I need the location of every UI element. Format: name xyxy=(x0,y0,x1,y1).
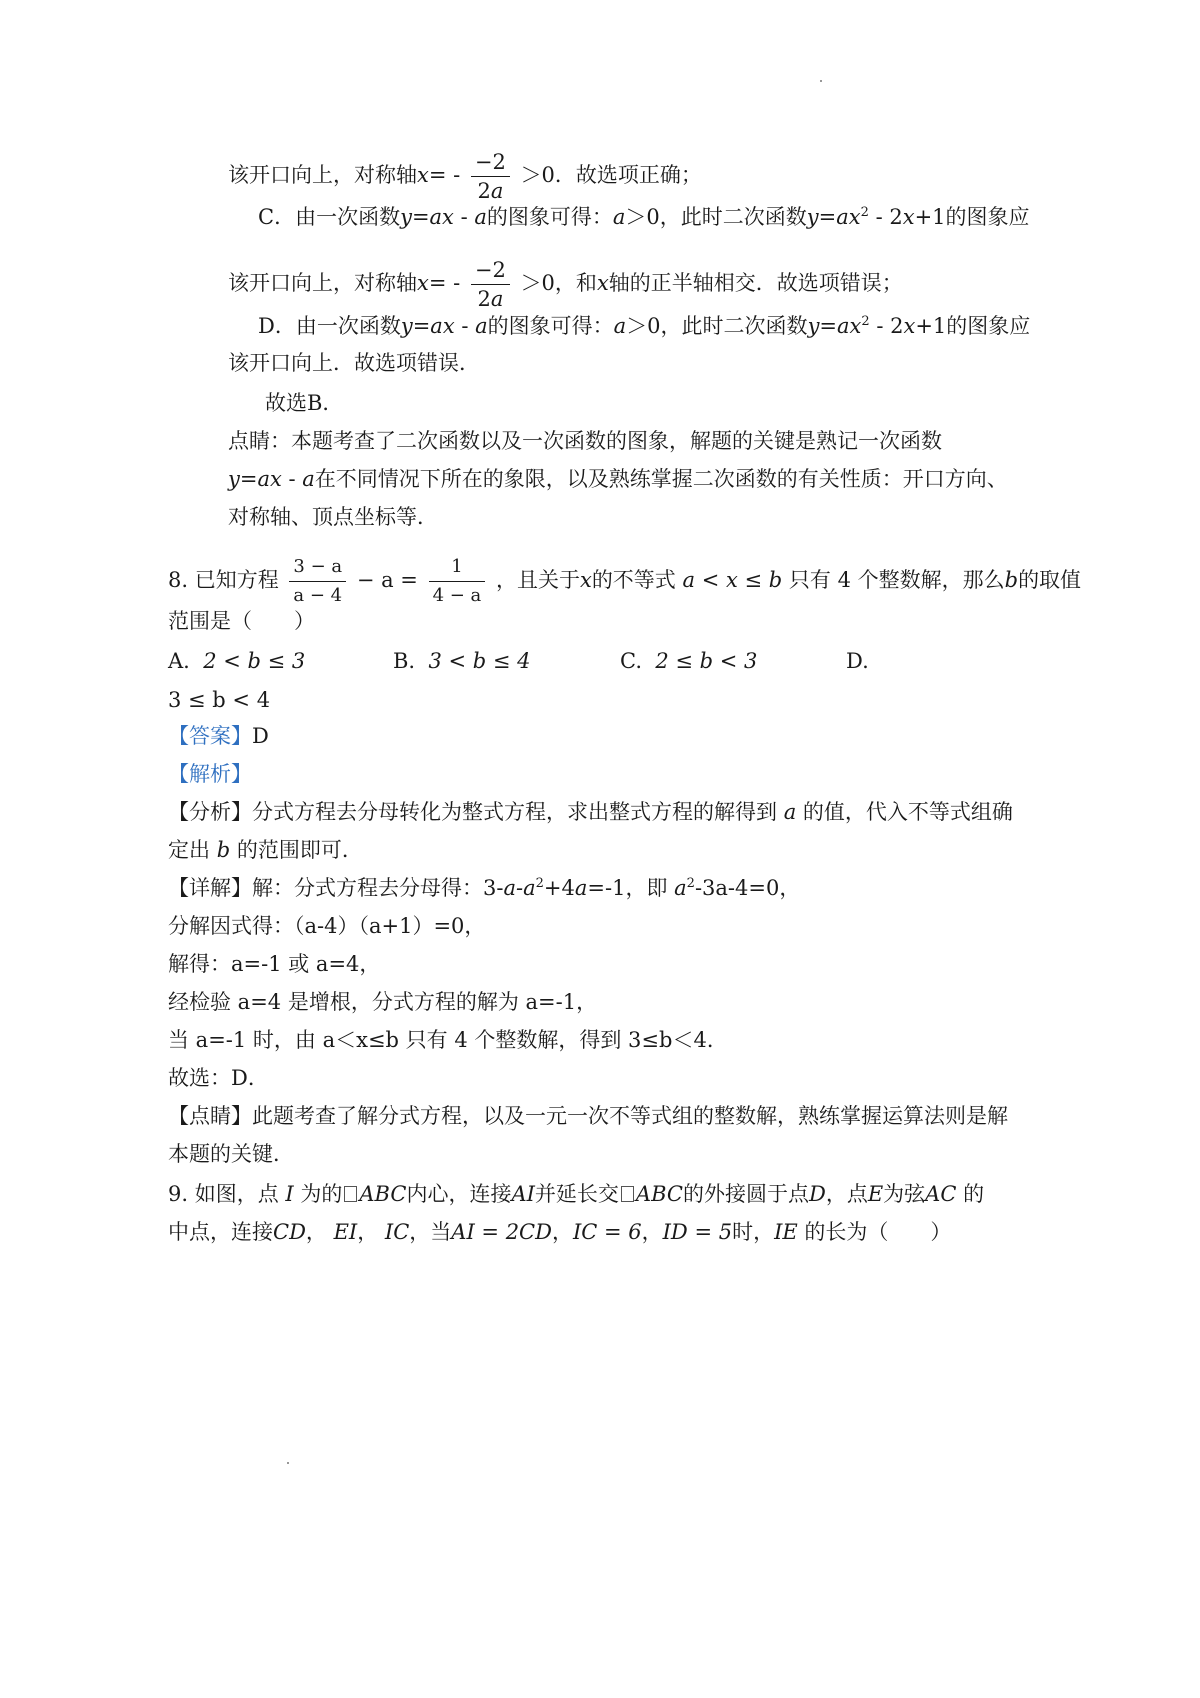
fraction: $\frac{-2}{2a}$ xyxy=(471,148,510,205)
q7-d-continuation: 该开口向上．故选项错误． xyxy=(228,351,480,375)
q8-detail-3: 解得：a=-1 或 a=4， xyxy=(168,952,381,976)
triangle-symbol-placeholder xyxy=(621,1186,634,1202)
q8-dianjing-1: 【点睛】此题考查了解分式方程，以及一元一次不等式组的整数解，熟练掌握运算法则是解 xyxy=(168,1104,1008,1128)
q8-option-d: D. xyxy=(846,649,869,673)
q7-option-c: C．由一次函数y=ax - a的图象可得：a＞0，此时二次函数$y=ax^2 - 2x+1$的图象应 xyxy=(258,205,1030,229)
q8-analysis-tag: 【解析】 xyxy=(168,762,252,786)
q7-choose: 故选B． xyxy=(265,391,344,415)
q8-detail-2: 分解因式得：（a-4）（a+1）=0， xyxy=(168,914,486,938)
q7-b-continuation: 该开口向上，对称轴x= - $\frac{-2}{2a}$ ＞0．故选项正确； xyxy=(228,150,702,203)
q8-detail-4: 经检验 a=4 是增根，分式方程的解为 a=-1， xyxy=(168,990,598,1014)
scan-speck xyxy=(820,80,822,82)
fraction: $\frac{3 - a}{a - 4}$ xyxy=(289,553,346,610)
q8-dianjing-2: 本题的关键． xyxy=(168,1142,294,1166)
q7-comment-1: 点睛：本题考查了二次函数以及一次函数的图象，解题的关键是熟记一次函数 xyxy=(228,429,942,453)
q7-c-continuation: 该开口向上，对称轴x= - $\frac{-2}{2a}$ ＞0，和x轴的正半轴相交．故选项错误； xyxy=(228,258,903,311)
q8-stem: 8. 已知方程 $\frac{3 - a}{a - 4}$ − a = $\frac{1}{4 - a}$ ，且关于x的不等式 a < x ≤ b 只有 4 个整数解，那么b的取值 xyxy=(168,553,1081,610)
q8-option-a: A. 2 < b ≤ 3 xyxy=(168,649,306,673)
q7-comment-2: y=ax - a在不同情况下所在的象限，以及熟练掌握二次函数的有关性质：开口方向、 xyxy=(228,467,1008,491)
q8-detail-1: 【详解】解：分式方程去分母得：$3-a-a^2+4a=-1$，即 $a^2-3a-4=0$， xyxy=(168,876,801,900)
q8-option-d-expr: 3 ≤ b < 4 xyxy=(168,688,271,712)
q8-fenxi-2: 定出 b 的范围即可． xyxy=(168,838,363,862)
q8-detail-6: 故选：D． xyxy=(168,1066,269,1090)
q8-option-c: C. 2 ≤ b < 3 xyxy=(620,649,758,673)
q7-option-d: D．由一次函数y=ax - a的图象可得：a＞0，此时二次函数$y=ax^2 - 2x+1$的图象应 xyxy=(258,314,1031,338)
q9-stem-2: 中点，连接CD， EI， IC，当AI = 2CD，IC = 6，ID = 5时，IE 的长为（ ） xyxy=(168,1220,952,1244)
scan-speck xyxy=(287,1462,289,1464)
q7-comment-3: 对称轴、顶点坐标等． xyxy=(228,505,438,529)
fraction: $\frac{1}{4 - a}$ xyxy=(429,553,486,610)
q8-option-b: B. 3 < b ≤ 4 xyxy=(393,649,531,673)
fraction: $\frac{-2}{2a}$ xyxy=(471,256,510,313)
q8-fenxi-1: 【分析】分式方程去分母转化为整式方程，求出整式方程的解得到 a 的值，代入不等式组确 xyxy=(168,800,1013,824)
triangle-symbol-placeholder xyxy=(344,1186,357,1202)
q8-answer: 【答案】D xyxy=(168,724,269,748)
q9-stem-1: 9. 如图，点 I 为的 ABC内心，连接AI并延长交 ABC的外接圆于点D，点E为弦AC 的 xyxy=(168,1182,985,1206)
q8-detail-5: 当 a=-1 时，由 a＜x≤b 只有 4 个整数解，得到 3≤b＜4． xyxy=(168,1028,728,1052)
q8-stem-line2: 范围是（ ） xyxy=(168,609,315,633)
